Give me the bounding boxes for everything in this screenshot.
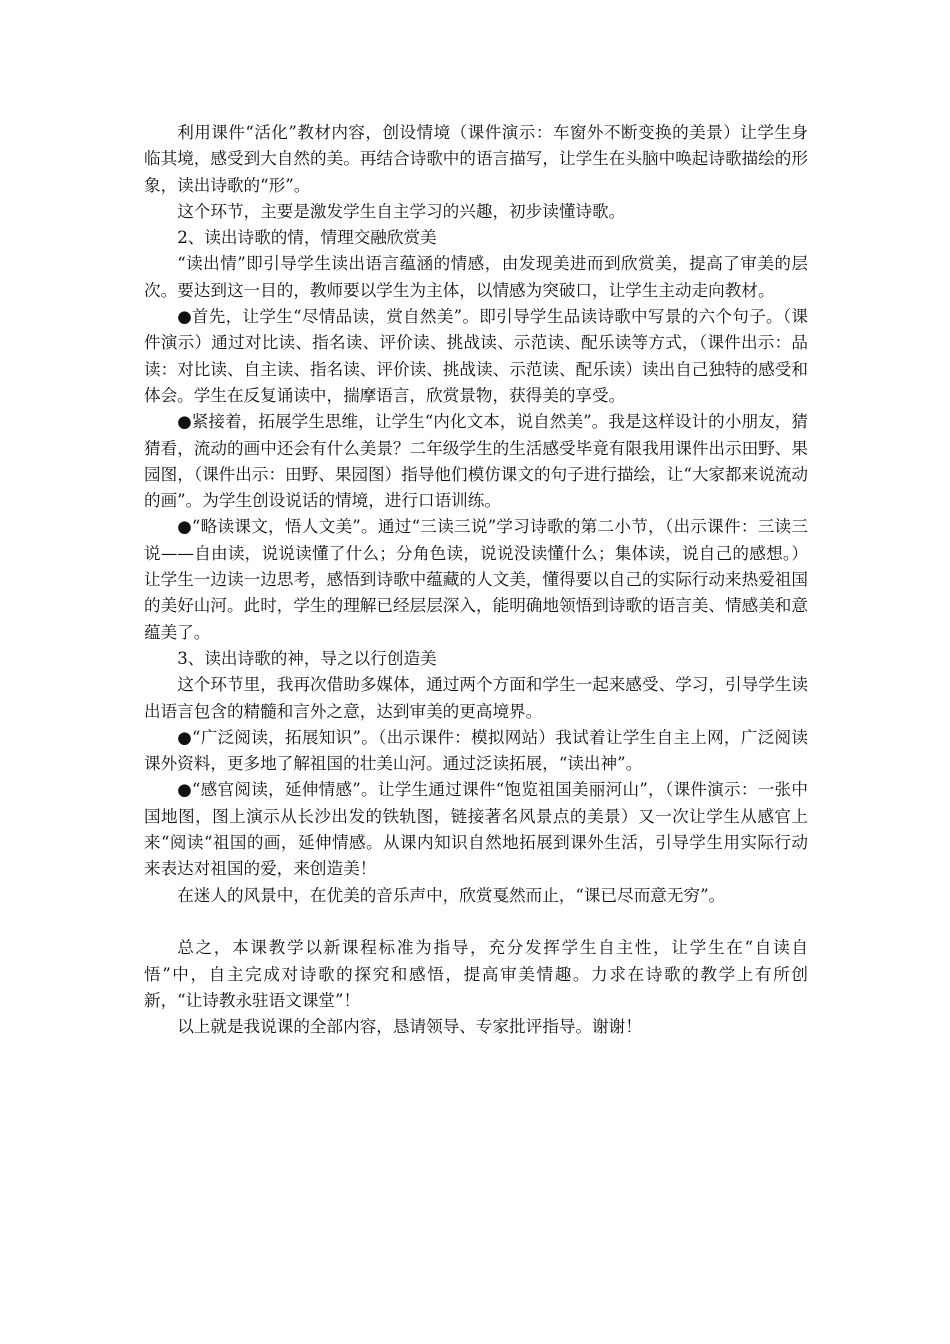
- paragraph-stage-summary: 这个环节，主要是激发学生自主学习的兴趣，初步读懂诗歌。: [177, 201, 626, 221]
- paragraph-closing-thanks: 以上就是我说课的全部内容，恳请领导、专家批评指导。谢谢！: [177, 1017, 642, 1037]
- paragraph-courseware-scenery: 利用课件“活化”教材内容，创设情境（课件演示：车窗外不断变换的美景）让学生身临其境，感受到大自然的美。再结合诗歌中的语言描写，让学生在头脑中唤起诗歌描绘的形象，读出诗歌的“形”。: [144, 123, 808, 195]
- bullet-describe-nature: ●紧接着，拓展学生思维，让学生“内化文本，说自然美”。我是这样设计的小朋友，猜猜看，流动的画中还会有什么美景？二年级学生的生活感受毕竟有限我用课件出示田野、果园图，（课件出示：田野、果园图）指导他们模仿课文的句子进行描绘，让“大家都来说流动的画”。为学生创设说话的情境，进行口语训练。: [144, 412, 808, 511]
- paragraph-read-emotion-intro: “读出情”即引导学生读出语言蕴涵的情感，由发现美进而到欣赏美，提高了审美的层次。要达到这一目的，教师要以学生为主体，以情感为突破口，让学生主动走向教材。: [144, 254, 808, 300]
- heading-read-emotion: 2、读出诗歌的情，情理交融欣赏美: [177, 228, 437, 248]
- heading-read-spirit: 3、读出诗歌的神，导之以行创造美: [177, 648, 437, 668]
- bullet-appreciate-nature: ●首先，让学生“尽情品读，赏自然美”。即引导学生品读诗歌中写景的六个句子。（课件演示）通过对比读、指名读、评价读、挑战读、示范读、配乐读等方式，（课件出示：品读：对比读、自主读、指名读、评价读、挑战读、示范读、配乐读）读出自己独特的感受和体会。学生在反复诵读中，揣摩语言，欣赏景物，获得美的享受。: [144, 307, 808, 405]
- paragraph-conclusion: 总之，本课教学以新课程标准为指导，充分发挥学生自主性，让学生在“自读自悟”中，自主完成对诗歌的探究和感悟，提高审美情趣。力求在诗歌的教学上有所创新，“让诗教永驻语文课堂”！: [144, 938, 808, 1010]
- bullet-sensory-reading: ●“感官阅读，延伸情感”。让学生通过课件“饱览祖国美丽河山”，（课件演示：一张中国地图，图上演示从长沙出发的铁轨图，链接著名风景点的美景）又一次让学生从感官上来“阅读“祖国的画，延伸情感。从课内知识自然地拓展到课外生活，引导学生用实际行动来表达对祖国的爱，来创造美！: [144, 780, 808, 879]
- document-body: [144, 120, 808, 1040]
- paragraph-read-spirit-intro: 这个环节里，我再次借助多媒体，通过两个方面和学生一起来感受、学习，引导学生读出语言包含的精髓和言外之意，达到审美的更高境界。: [144, 675, 808, 721]
- bullet-extensive-reading: ●“广泛阅读，拓展知识”。（出示课件：模拟网站）我试着让学生自主上网，广泛阅读课外资料，更多地了解祖国的壮美山河。通过泛读拓展，“读出神”。: [144, 727, 808, 774]
- blank-line: [144, 909, 808, 935]
- bullet-humanistic-beauty: ●“略读课文，悟人文美”。通过“三读三说”学习诗歌的第二小节，（出示课件：三读三说——自由读，说说读懂了什么；分角色读，说说没读懂什么；集体读，说自己的感想。）让学生一边读一边思考，感悟到诗歌中蕴藏的人文美，懂得要以自己的实际行动来热爱祖国的美好山河。此时，学生的理解已经层层深入，能明确地领悟到诗歌的语言美、情感美和意蕴美了。: [144, 517, 808, 642]
- paragraph-lesson-ending: 在迷人的风景中，在优美的音乐声中，欣赏戛然而止，“课已尽而意无穷”。: [177, 885, 726, 905]
